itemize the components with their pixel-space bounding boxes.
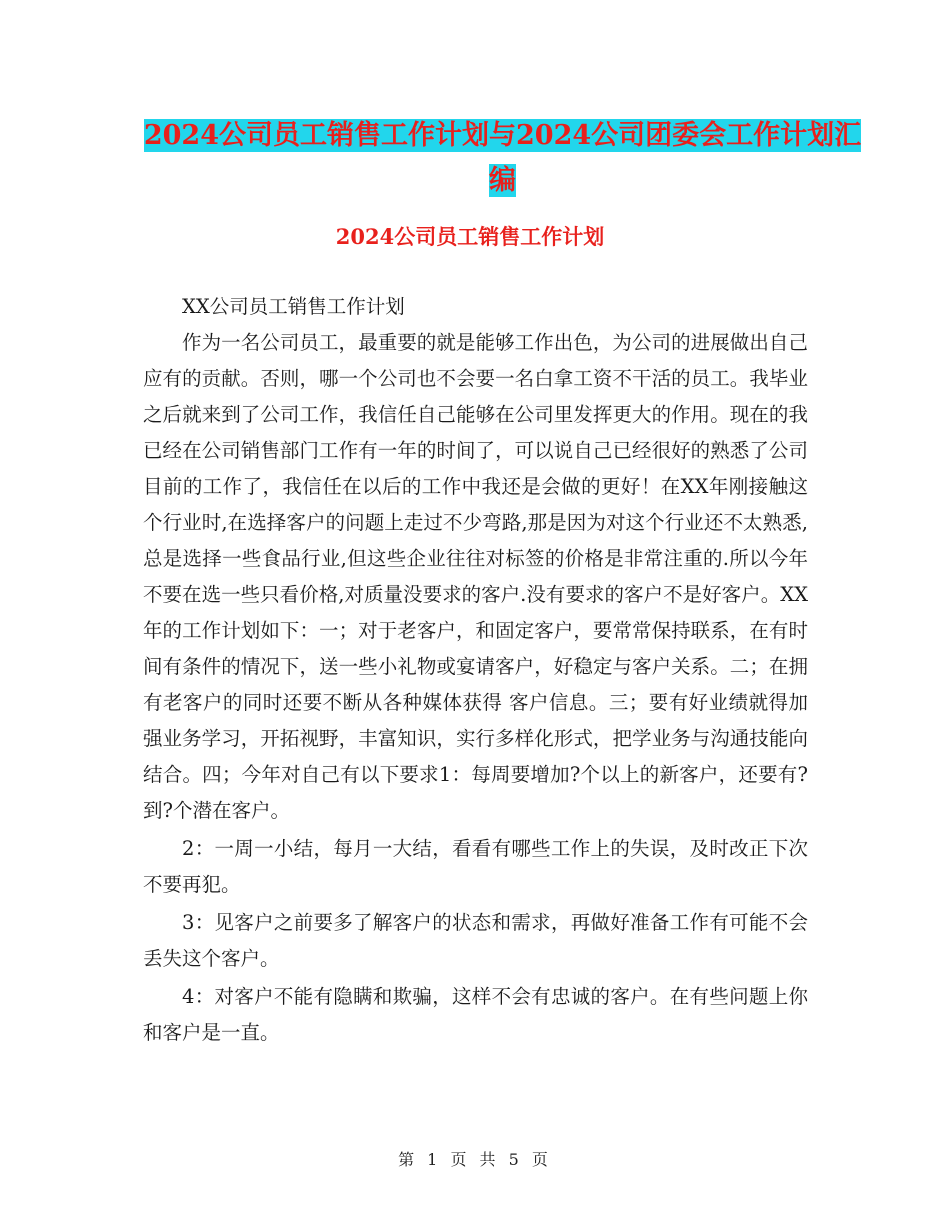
paragraph-item-3: 3：见客户之前要多了解客户的状态和需求，再做好准备工作有可能不会丢失这个客户。: [143, 911, 808, 970]
main-title-highlight: 2024公司员工销售工作计划与2024公司团委会工作计划汇编: [143, 120, 862, 196]
page-footer: 第 1 页 共 5 页: [398, 1150, 552, 1169]
section-title: 2024公司员工销售工作计划: [335, 224, 605, 249]
paragraph-intro: 作为一名公司员工，最重要的就是能够工作出色，为公司的进展做出自己应有的贡献。否则，哪一个公司也不会要一名白拿工资不干活的员工。我毕业之后就来到了公司工作，我信任自己能够在公司里发挥更大的作用。现在的我已经在公司销售部门工作有一年的时间了，可以说自己已经很好的熟悉了公司目前的工作了，我信任在以后的工作中我还是会做的更好！在XX年刚接触这个行业时,在选择客户的问题上走过不少弯路,那是因为对这个行业还不太熟悉,总是选择一些食品行业,但这些企业往往对标签的价格是非常注重的.所以今年不要在选一些只看价格,对质量没要求的客户.没有要求的客户不是好客户。XX年的工作计划如下：一；对于老客户，和固定客户，要常常保持联系，在有时间有条件的情况下，送一些小礼物或宴请客户，好稳定与客户关系。二；在拥有老客户的同时还要不断从各种媒体获得 客户信息。三；要有好业绩就得加强业务学习，开拓视野，丰富知识，实行多样化形式，把学业务与沟通技能向结合。四；今年对自己有以下要求1：每周要增加?个以上的新客户，还要有?到?个潜在客户。: [143, 331, 808, 822]
paragraph-item-4: 4：对客户不能有隐瞒和欺骗，这样不会有忠诚的客户。在有些问题上你和客户是一直。: [143, 985, 808, 1044]
document-main-title: [140, 113, 865, 203]
document-body: [143, 289, 808, 1051]
subtitle-line: XX公司员工销售工作计划: [182, 295, 405, 318]
paragraph-item-2: 2：一周一小结，每月一大结，看看有哪些工作上的失误，及时改正下次不要再犯。: [143, 837, 808, 896]
